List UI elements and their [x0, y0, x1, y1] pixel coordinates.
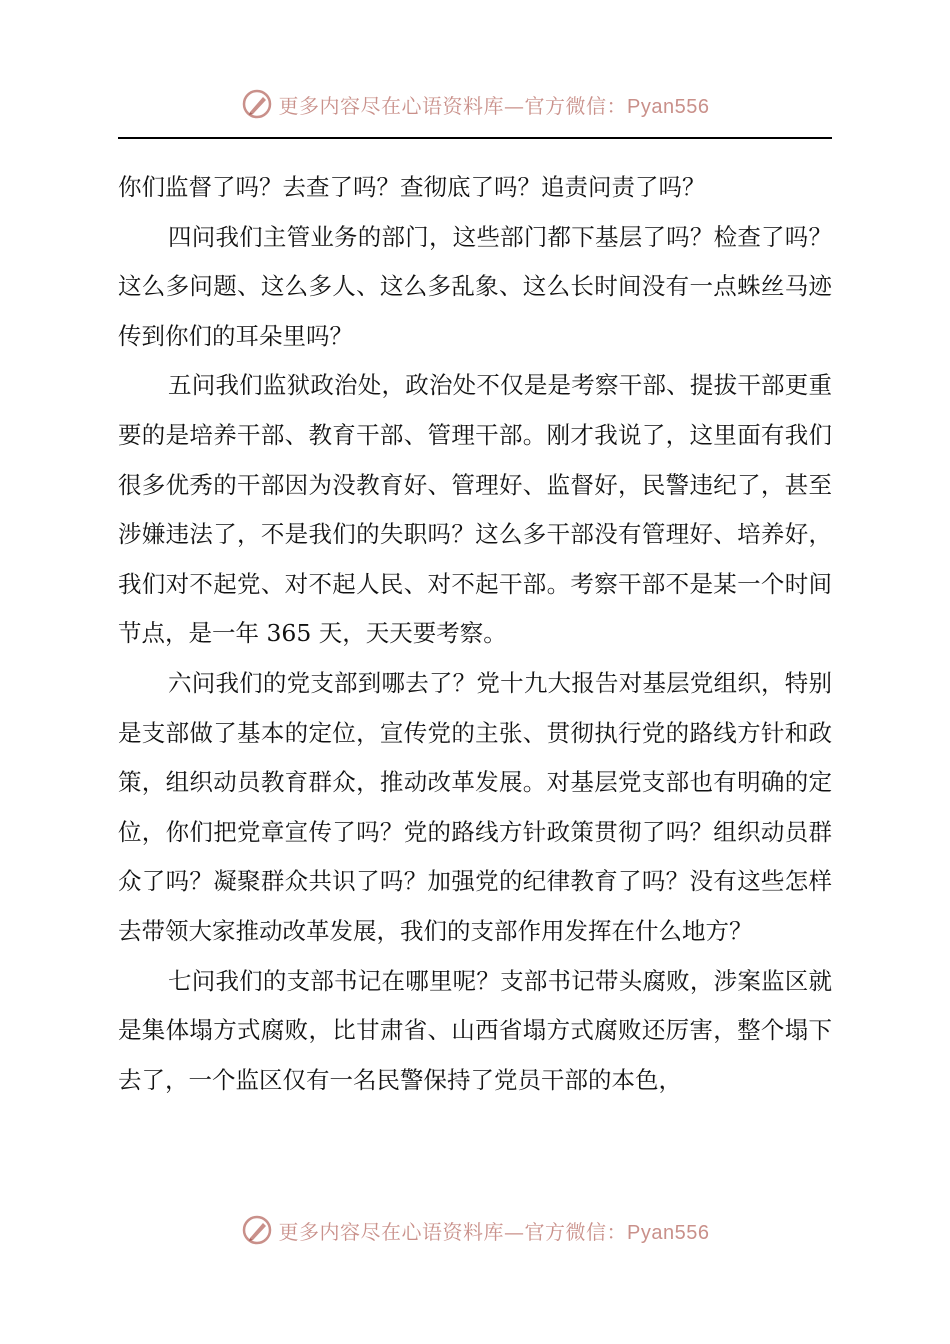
- banner-text: [279, 1216, 710, 1245]
- paragraph-3: 五问我们监狱政治处，政治处不仅是是考察干部、提拔干部更重要的是培养干部、教育干部、管理干部。刚才我说了，这里面有我们很多优秀的干部因为没教育好、管理好、监督好，民警违纪了，甚至涉嫌违法了，不是我们的失职吗？这么多干部没有管理好、培养好，我们对不起党、对不起人民、对不起干部。考察干部不是某一个时间节点，是一年 365 天，天天要考察。: [118, 371, 832, 648]
- document-body: [118, 163, 832, 1105]
- banner-text: [279, 90, 710, 119]
- header-banner: [0, 86, 950, 122]
- paragraph-1: 你们监督了吗？去查了吗？查彻底了吗？追责问责了吗？: [118, 173, 706, 201]
- pen-logo-icon: [241, 1214, 273, 1246]
- pen-logo-icon: [241, 88, 273, 120]
- paragraph-4: 六问我们的党支部到哪去了？党十九大报告对基层党组织，特别是支部做了基本的定位，宣传党的主张、贯彻执行党的路线方针和政策，组织动员教育群众，推动改革发展。对基层党支部也有明确的定位，你们把党章宣传了吗？党的路线方针政策贯彻了吗？组织动员群众了吗？凝聚群众共识了吗？加强党的纪律教育了吗？没有这些怎样去带领大家推动改革发展，我们的支部作用发挥在什么地方？: [118, 668, 832, 945]
- banner-label: 更多内容尽在心语资料库—官方微信：: [278, 93, 628, 118]
- banner-handle: Pyan556: [627, 1221, 710, 1244]
- footer-banner: [0, 1212, 950, 1248]
- header-divider: [118, 137, 832, 139]
- paragraph-5: 七问我们的支部书记在哪里呢？支部书记带头腐败，涉案监区就是集体塌方式腐败，比甘肃省、山西省塌方式腐败还厉害，整个塌下去了，一个监区仅有一名民警保持了党员干部的本色，: [118, 966, 832, 1094]
- paragraph-2: 四问我们主管业务的部门，这些部门都下基层了吗？检查了吗？这么多问题、这么多人、这么多乱象、这么长时间没有一点蛛丝马迹传到你们的耳朵里吗？: [118, 222, 832, 350]
- banner-label: 更多内容尽在心语资料库—官方微信：: [278, 1219, 628, 1244]
- banner-handle: Pyan556: [627, 95, 710, 118]
